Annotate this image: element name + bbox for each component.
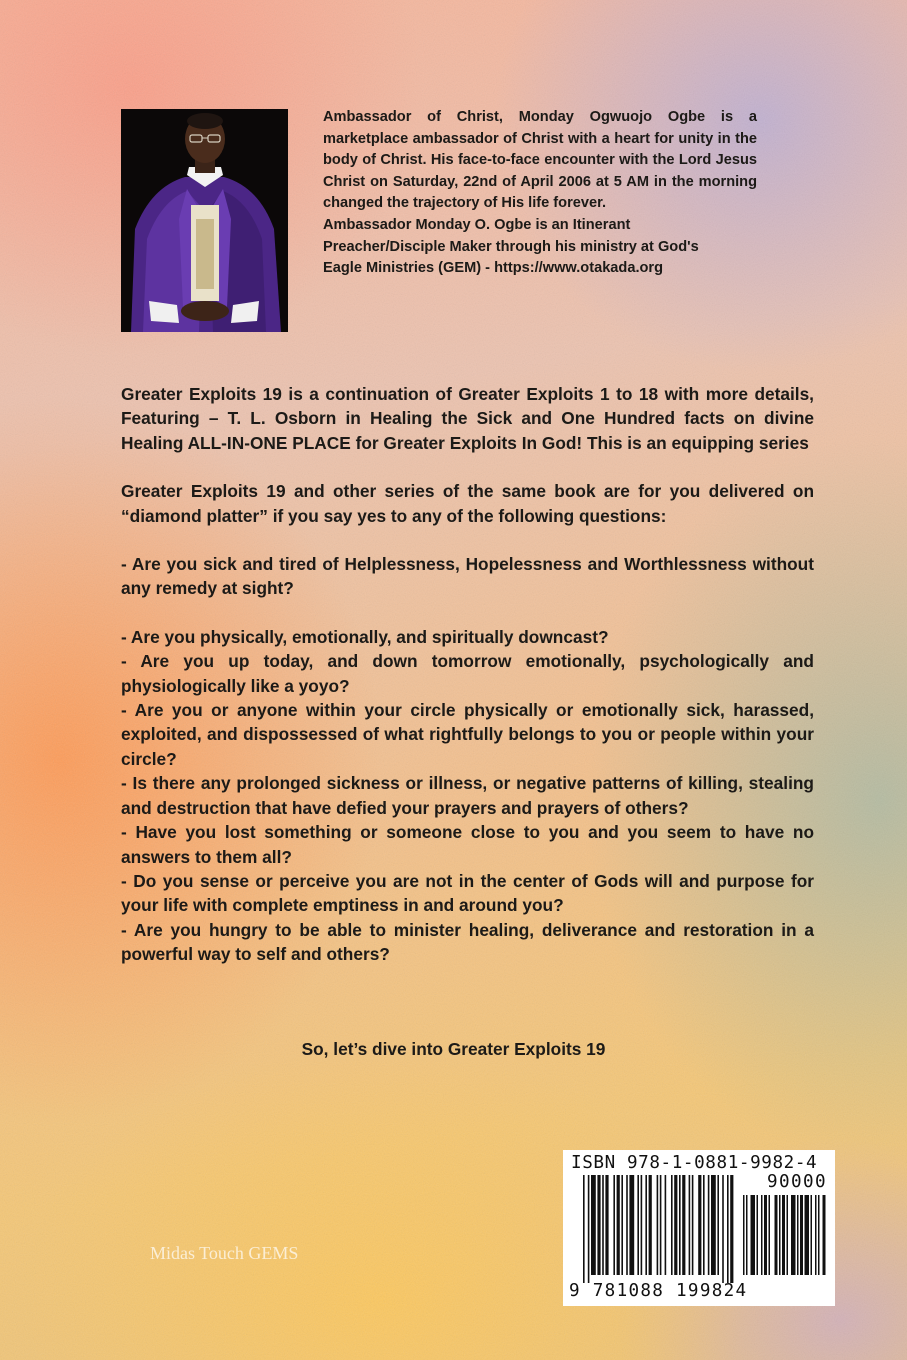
- barcode-bar: [583, 1175, 585, 1283]
- question-item: - Do you sense or perceive you are not in the center of Gods will and purpose for your life with complete emptiness in and around you?: [121, 870, 814, 916]
- author-bio: [323, 107, 757, 280]
- barcode-bar: [613, 1175, 615, 1275]
- barcode-bar: [764, 1195, 767, 1275]
- bio-paragraph: Ambassador of Christ, Monday Ogwuojo Ogbe is a marketplace ambassador of Christ with a heart for unity in the body of Christ. His face-to-face encounter with the Lord Jesus Christ on Saturday, 22nd of April 2006 at 5 AM in the morning changed the trajectory of His life forever.: [323, 109, 757, 212]
- barcode-bar: [617, 1175, 620, 1275]
- price-code: 90000: [767, 1172, 827, 1192]
- barcode-bar: [711, 1175, 716, 1275]
- barcode-bar: [717, 1175, 719, 1275]
- question-list: [121, 625, 814, 967]
- barcode-bar: [761, 1195, 763, 1275]
- barcode-bar: [722, 1175, 724, 1283]
- barcode-bar: [674, 1175, 677, 1275]
- barcode-bar: [779, 1195, 781, 1275]
- bio-ministry-paragraph: [323, 215, 757, 280]
- question-item: - Are you up today, and down tomorrow emotionally, psychologically and physiologically like a yoyo?: [121, 651, 814, 696]
- barcode-bar: [665, 1175, 667, 1275]
- publisher-name: Midas Touch GEMS: [150, 1243, 299, 1263]
- closing-line: So, let’s dive into Greater Exploits 19: [301, 1039, 606, 1059]
- barcode-bar: [671, 1175, 673, 1275]
- intro-paragraph: Greater Exploits 19 is a continuation of Greater Exploits 1 to 18 with more details, Featuring – T. L. Osborn in Healing the Sick and One Hundred facts on divine Healing ALL-IN-ONE PLACE for Greater Exploits In God! This is an equipping series: [121, 384, 814, 453]
- barcode-bar: [811, 1195, 813, 1275]
- barcode-bar: [692, 1175, 694, 1275]
- barcode-bar: [649, 1175, 652, 1275]
- barcode-bar: [660, 1175, 662, 1275]
- barcode-bar: [815, 1195, 817, 1275]
- barcode-bar: [679, 1175, 681, 1275]
- barcode-bar: [629, 1175, 634, 1275]
- isbn-label: ISBN 978-1-0881-9982-4: [571, 1153, 818, 1173]
- barcode-bar: [797, 1195, 799, 1275]
- isbn-barcode: [563, 1150, 835, 1306]
- barcode-bar: [703, 1175, 705, 1275]
- barcode-bar: [757, 1195, 759, 1275]
- barcode-bar: [689, 1175, 691, 1275]
- lead-paragraph: Greater Exploits 19 and other series of the same book are for you delivered on “diamond platter” if you say yes to any of the following questions:: [121, 481, 814, 526]
- barcode-bar: [730, 1175, 733, 1283]
- barcode-bar: [800, 1195, 803, 1275]
- barcode-bar: [769, 1195, 771, 1275]
- barcode-bar: [791, 1195, 796, 1275]
- barcode-bar: [698, 1175, 701, 1275]
- barcode-bar: [743, 1195, 745, 1275]
- barcode-bar: [641, 1175, 643, 1275]
- question-item: - Have you lost something or someone close to you and you seem to have no answers to them all?: [121, 822, 814, 867]
- question-item: - Are you or anyone within your circle physically or emotionally sick, harassed, exploited, and dispossessed of what rightfully belongs to you or people within your circle?: [121, 700, 814, 769]
- question-item: - Is there any prolonged sickness or illness, or negative patterns of killing, stealing and destruction that have defied your prayers and prayers of others?: [121, 773, 814, 818]
- barcode-bar: [727, 1175, 729, 1283]
- bio-line: Ambassador Monday O. Ogbe is an Itinerant: [323, 216, 631, 233]
- question-item: - Are you physically, emotionally, and spiritually downcast?: [121, 626, 609, 647]
- barcode-bar: [775, 1195, 778, 1275]
- author-photo: [121, 109, 288, 332]
- barcode-bar: [602, 1175, 604, 1275]
- book-description: [121, 382, 814, 967]
- question-item: - Are you hungry to be able to minister healing, deliverance and restoration in a powerful way to self and others?: [121, 919, 814, 965]
- barcode-bar: [597, 1175, 600, 1275]
- barcode-bar: [621, 1175, 623, 1275]
- barcode-bar: [751, 1195, 756, 1275]
- barcode-bar: [787, 1195, 789, 1275]
- barcode-bar: [682, 1175, 685, 1275]
- barcode-bar: [782, 1195, 785, 1275]
- barcode-bar: [823, 1195, 826, 1275]
- barcode-bar: [657, 1175, 659, 1275]
- barcode-bar: [818, 1195, 820, 1275]
- barcode-bar: [626, 1175, 628, 1275]
- barcode-bar: [605, 1175, 608, 1275]
- barcode-bar: [746, 1195, 748, 1275]
- barcode-bar: [637, 1175, 639, 1275]
- barcode-bar: [591, 1175, 596, 1275]
- barcode-bar: [805, 1195, 810, 1275]
- barcode-bar: [588, 1175, 590, 1283]
- bio-line: Eagle Ministries (GEM) - https://www.otakada.org: [323, 260, 664, 277]
- bio-line: Preacher/Disciple Maker through his ministry at God's: [323, 238, 699, 255]
- barcode-digits: 9 781088 199824: [569, 1281, 748, 1301]
- barcode-bar: [708, 1175, 710, 1275]
- question-item: - Are you sick and tired of Helplessness, Hopelessness and Worthlessness without any remedy at sight?: [121, 554, 814, 599]
- barcode-bar: [645, 1175, 647, 1275]
